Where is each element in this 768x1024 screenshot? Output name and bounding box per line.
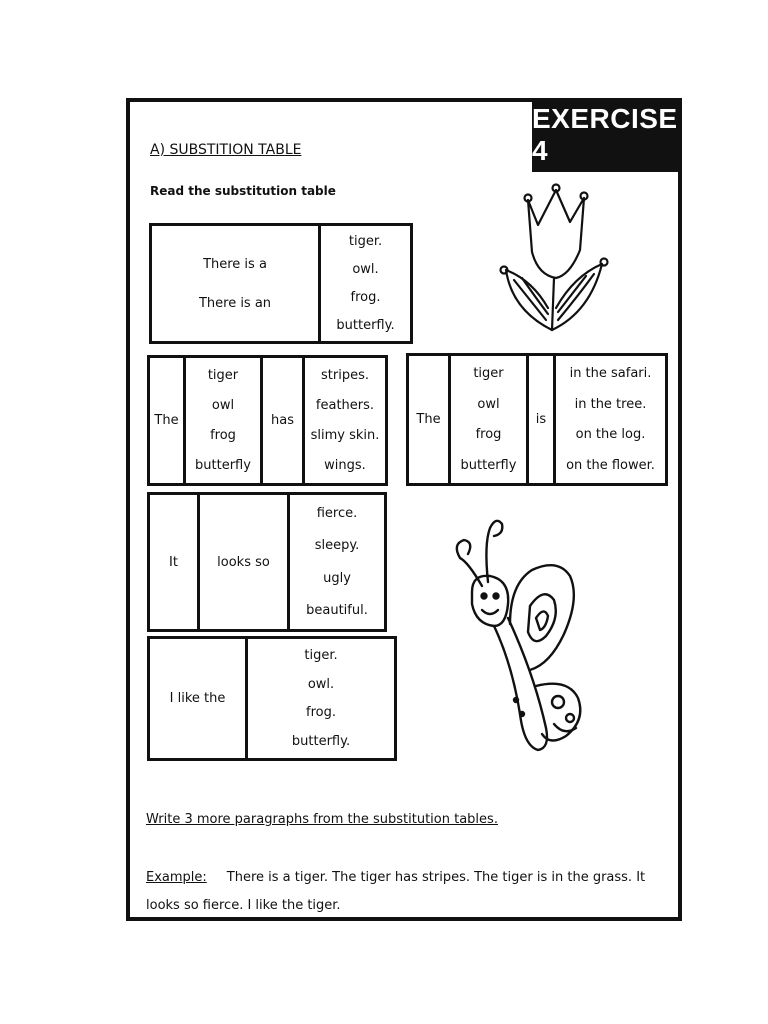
table2-feature: wings. — [324, 458, 366, 474]
table3-det-col — [409, 356, 451, 483]
table4-adjective: ugly — [323, 570, 351, 586]
table2-animal: frog — [210, 428, 236, 444]
table2-animals-col — [186, 358, 263, 483]
table1-words-col — [321, 226, 410, 341]
table1-word: owl. — [352, 262, 379, 278]
table3-animal: owl — [477, 396, 500, 412]
table2-det-col — [150, 358, 186, 483]
table3-verb: is — [535, 412, 547, 427]
table4-verb: looks so — [217, 554, 270, 570]
table1-lead: There is an — [198, 295, 272, 311]
table2-verb-col — [263, 358, 305, 483]
table3-verb-col — [529, 356, 556, 483]
table5-words-col — [248, 639, 394, 758]
exercise-banner — [532, 98, 682, 172]
task-prompt: Write 3 more paragraphs from the substitution tables. — [146, 812, 498, 827]
table2-feature: feathers. — [315, 397, 375, 413]
table3-place: on the flower. — [566, 458, 655, 474]
worksheet — [126, 98, 682, 921]
table-is — [406, 353, 668, 486]
table4-adjective: sleepy. — [314, 538, 360, 554]
table-looks-so — [147, 492, 387, 632]
table2-det: The — [154, 413, 179, 428]
table2-verb: has — [271, 413, 294, 428]
table4-adjectives-col — [290, 495, 384, 629]
table3-place: in the tree. — [574, 396, 647, 412]
butterfly-icon — [450, 514, 600, 764]
table-i-like — [147, 636, 397, 761]
table1-word: frog. — [350, 289, 381, 305]
table2-animal: tiger — [207, 367, 239, 383]
table3-animal: tiger — [473, 365, 504, 381]
table3-animals-col — [451, 356, 529, 483]
table4-adjective: fierce. — [316, 505, 358, 521]
table4-subject: It — [169, 554, 178, 570]
table4-adjective: beautiful. — [306, 603, 368, 619]
table4-verb-col — [200, 495, 290, 629]
table3-place: in the safari. — [569, 365, 652, 381]
table5-word: frog. — [306, 705, 336, 721]
table5-word: owl. — [307, 676, 335, 692]
table-there-is — [149, 223, 413, 344]
table2-animal: butterfly — [195, 458, 251, 474]
table2-feature: stripes. — [321, 367, 369, 383]
table2-animal: owl — [211, 397, 235, 413]
table3-det: The — [416, 412, 441, 427]
table1-word: butterfly. — [336, 317, 395, 333]
example-label: Example: — [146, 870, 207, 885]
table4-subject-col — [150, 495, 200, 629]
table5-lead-col — [150, 639, 248, 758]
table3-animal: frog — [475, 427, 502, 443]
table3-places-col — [556, 356, 665, 483]
table1-word: tiger. — [348, 234, 383, 250]
table3-place: on the log. — [575, 427, 646, 443]
table5-lead: I like the — [169, 691, 226, 706]
table-has — [147, 355, 388, 486]
example-text: There is a tiger. The tiger has stripes. The tiger is in the grass. It looks so fierce. I like the tiger. — [146, 870, 646, 913]
table2-features-col — [305, 358, 385, 483]
table3-animal: butterfly — [460, 458, 517, 474]
exercise-label: EXERCISE 4 — [532, 103, 678, 166]
table1-lead: There is a — [203, 256, 267, 272]
section-title: A) SUBSTITION TABLE — [150, 142, 302, 158]
example-paragraph — [146, 864, 646, 920]
table5-word: butterfly. — [291, 734, 351, 750]
instruction: Read the substitution table — [150, 184, 336, 198]
tulip-icon — [498, 180, 614, 338]
table2-feature: slimy skin. — [310, 428, 380, 444]
table5-word: tiger. — [304, 647, 338, 663]
table1-lead-col — [152, 226, 321, 341]
